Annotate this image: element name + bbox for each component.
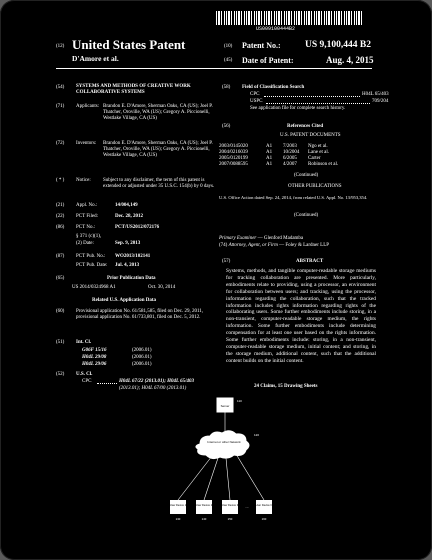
reference-name: Lane et al. <box>308 150 329 155</box>
device-box <box>196 500 212 514</box>
code-56: (56) <box>222 124 231 129</box>
pct-pub-no: WO2013/102141 <box>115 254 151 259</box>
device-link <box>204 458 218 500</box>
appl-no-label: Appl. No.: <box>76 203 98 208</box>
reference-pub: 2003/0145020 <box>219 144 248 149</box>
device-link <box>226 458 230 500</box>
field-uspc: 709/204 <box>372 99 389 104</box>
continued-refs: (Continued) <box>294 173 319 178</box>
field-search-note: See application file for complete search history. <box>250 106 346 111</box>
s371-date-label: (2) Date: <box>76 241 94 246</box>
date-of-patent-label: Date of Patent: <box>242 56 294 65</box>
field-cpc-leader <box>264 96 360 97</box>
s371-date: Sep. 9, 2013 <box>115 241 141 246</box>
code-60: (60) <box>56 309 65 314</box>
code-21: (21) <box>56 203 65 208</box>
device-ref: 160 <box>261 517 267 521</box>
code-87: (87) <box>56 254 65 259</box>
abstract-text: Systems, methods, and tangible computer-readable storage mediums for tracking collaboration are presented. More particularly, embodiments relate to providing, using a processor, an environment for collaboration between users; and tracking, using the processor, information regarding the collaboration, such that the tracked information includes rights information regarding rights of the collaborating users. Some further embodiments include storing, in a non-transient, computer-readable storage medium, the rights information. Some further embodiments include determining compensation for at least one user based on the rights information. Some further embodiments include: storing, in a non-transient, computer-readable storage medium, initial content; and storing, in the storage medium, additional content, such that the additional content builds on the initial content. <box>226 268 376 364</box>
other-publications-heading: OTHER PUBLICATIONS <box>288 184 342 189</box>
code-86: (86) <box>56 225 65 230</box>
code-notice: ( * ) <box>56 178 65 183</box>
document-type: United States Patent <box>72 37 186 52</box>
devices-ellipsis: ... <box>245 504 249 509</box>
patent-number-label: Patent No.: <box>242 41 281 50</box>
reference-date: 4/2007 <box>283 162 297 167</box>
prior-publication-heading: Prior Publication Data <box>107 276 156 281</box>
reference-row <box>219 162 419 168</box>
cpc-line-2: (2013.01); H04L 67/00 (2013.01) <box>119 386 187 391</box>
int-cl-class: G06F 15/16 <box>82 348 107 353</box>
attorney-line: (74) Attorney, Agent, or Firm — Foley & Lardner LLP <box>219 243 330 248</box>
code-51: (51) <box>56 340 65 345</box>
continued-other: (Continued) <box>294 213 319 218</box>
reference-name: Carter <box>308 156 321 161</box>
pct-no: PCT/US2012/072176 <box>115 225 160 230</box>
cpc-line-1: H04L 67/22 (2013.01); H04L 65/403 <box>119 379 195 384</box>
network-ref: 120 <box>254 433 260 437</box>
int-cl-version: (2006.01) <box>132 355 152 360</box>
pct-no-label: PCT No.: <box>76 225 96 230</box>
code-65: (65) <box>56 276 65 281</box>
field-uspc-label: USPC <box>250 99 263 104</box>
device-label: User Device 2 <box>195 504 213 507</box>
references-heading: References Cited <box>287 124 324 129</box>
device-box <box>170 500 186 514</box>
reference-date: 10/2004 <box>283 150 300 155</box>
pct-pub-date: Jul. 4, 2013 <box>115 263 140 268</box>
device-box <box>256 500 272 514</box>
header-rule <box>56 68 372 69</box>
pct-pub-date-label: PCT Pub. Date: <box>76 263 108 268</box>
device-label: User Device N <box>255 504 273 507</box>
device-ref: 140 <box>201 517 207 521</box>
inventors-label: Inventors: <box>76 141 97 146</box>
cpc-label: CPC <box>82 379 92 384</box>
date-of-patent: Aug. 4, 2015 <box>326 55 374 65</box>
applicants: Brandon E. D'Amore, Sherman Oaks, CA (US); Joel P. Thatcher, Oroville, WA (US); Gregory A. Piccionelli, Westlake Village, CA (US) <box>103 104 213 122</box>
inventor-short: D'Amore et al. <box>72 54 119 63</box>
examiner-line: Primary Examiner — Glenford Madamba <box>219 236 304 241</box>
network-diagram <box>140 396 310 530</box>
reference-date: 7/2003 <box>283 144 297 149</box>
reference-name: Ngo et al. <box>308 144 328 149</box>
reference-date: 6/2005 <box>283 156 297 161</box>
field-cpc: H04L 65/403 <box>362 92 389 97</box>
inventors: Brandon E. D'Amore, Sherman Oaks, CA (US); Joel P. Thatcher, Oroville, WA (US); Gregory A. Piccionelli, Westlake Village, CA (US) <box>103 141 213 159</box>
abstract-heading: ABSTRACT <box>296 259 324 264</box>
device-link <box>178 456 212 500</box>
int-cl-version: (2006.01) <box>132 362 152 367</box>
int-cl-class: H04L 29/08 <box>82 355 107 360</box>
patent-title: SYSTEMS AND METHODS OF CREATIVE WORK COLLABORATIVE SYSTEMS <box>76 84 191 96</box>
reference-pub: 2007/0088595 <box>219 162 248 167</box>
field-uspc-leader <box>266 103 370 104</box>
code-22: (22) <box>56 214 65 219</box>
appl-no: 14/004,149 <box>115 203 138 208</box>
int-cl-class: H04L 29/06 <box>82 362 107 367</box>
notice-text: Subject to any disclaimer, the term of this patent is extended or adjusted under 35 U.S.C. 154(b) by 0 days. <box>103 178 215 190</box>
pct-filed-label: PCT Filed: <box>76 214 98 219</box>
code-52: (52) <box>56 372 65 377</box>
reference-name: Robinson et al. <box>308 162 339 167</box>
provisional-applications: Provisional application No. 61/581,585, filed on Dec. 29, 2011, provisional application No. 61/733,801, filed on Dec. 5, 2012. <box>76 309 204 321</box>
reference-pub: 2005/0120199 <box>219 156 248 161</box>
int-cl-version: (2006.01) <box>132 348 152 353</box>
us-cl-label: U.S. Cl. <box>76 372 93 377</box>
device-label: User Device 1 <box>169 504 187 507</box>
patent-number: US 9,100,444 B2 <box>305 40 371 50</box>
examiner-name: Glenford Madamba <box>263 236 304 241</box>
code-74: (74) <box>219 243 228 248</box>
barcode-number: US009100444B2 <box>256 26 296 32</box>
network-cloud <box>196 431 249 459</box>
examiner-label: Primary Examiner <box>219 236 257 241</box>
code-58: (58) <box>222 85 231 90</box>
code-10: (10) <box>224 44 233 49</box>
barcode <box>216 11 362 25</box>
reference-kind: A1 <box>266 162 273 167</box>
device-ref: 150 <box>227 517 233 521</box>
field-search-heading: Field of Classification Search <box>242 85 305 90</box>
device-ref: 130 <box>175 517 181 521</box>
claims-count: 24 Claims, 15 Drawing Sheets <box>254 384 318 389</box>
reference-kind: A1 <box>266 150 273 155</box>
prior-publication-number: US 2014/0324968 A1 <box>72 285 116 290</box>
field-cpc-label: CPC <box>250 92 260 97</box>
s371-label: § 371 (c)(1), <box>76 234 102 239</box>
pct-pub-no-label: PCT Pub. No.: <box>76 254 106 259</box>
attorney-label: Attorney, Agent, or Firm <box>228 243 278 248</box>
device-link <box>236 454 264 500</box>
reference-pub: 2004/0216039 <box>219 150 248 155</box>
pct-filed: Dec. 28, 2012 <box>115 214 144 219</box>
code-12: (12) <box>56 44 65 49</box>
device-label: User Device 3 <box>221 504 239 507</box>
reference-kind: A1 <box>266 156 273 161</box>
code-71: (71) <box>56 104 65 109</box>
int-cl-label: Int. Cl. <box>76 340 92 345</box>
prior-publication-date: Oct. 30, 2014 <box>148 285 176 290</box>
code-54: (54) <box>56 85 65 90</box>
applicants-label: Applicants: <box>76 104 100 109</box>
notice-label: Notice: <box>76 178 91 183</box>
related-data-heading: Related U.S. Application Data <box>92 298 157 303</box>
us-patent-documents-heading: U.S. PATENT DOCUMENTS <box>280 133 341 138</box>
server-label: Server <box>220 404 230 408</box>
code-57: (57) <box>222 259 231 264</box>
reference-kind: A1 <box>266 144 273 149</box>
code-72: (72) <box>56 141 65 146</box>
device-box <box>222 500 238 514</box>
code-45: (45) <box>224 58 233 63</box>
attorney-name: Foley & Lardner LLP <box>285 243 330 248</box>
network-label: Internet or other Network <box>207 440 241 444</box>
server-ref: 110 <box>237 399 242 403</box>
other-publication: U.S. Office Action dated Sep. 24, 2014, from related U.S. Appl. No. 13/953,354. <box>219 195 368 200</box>
cpc-leader <box>97 383 117 384</box>
